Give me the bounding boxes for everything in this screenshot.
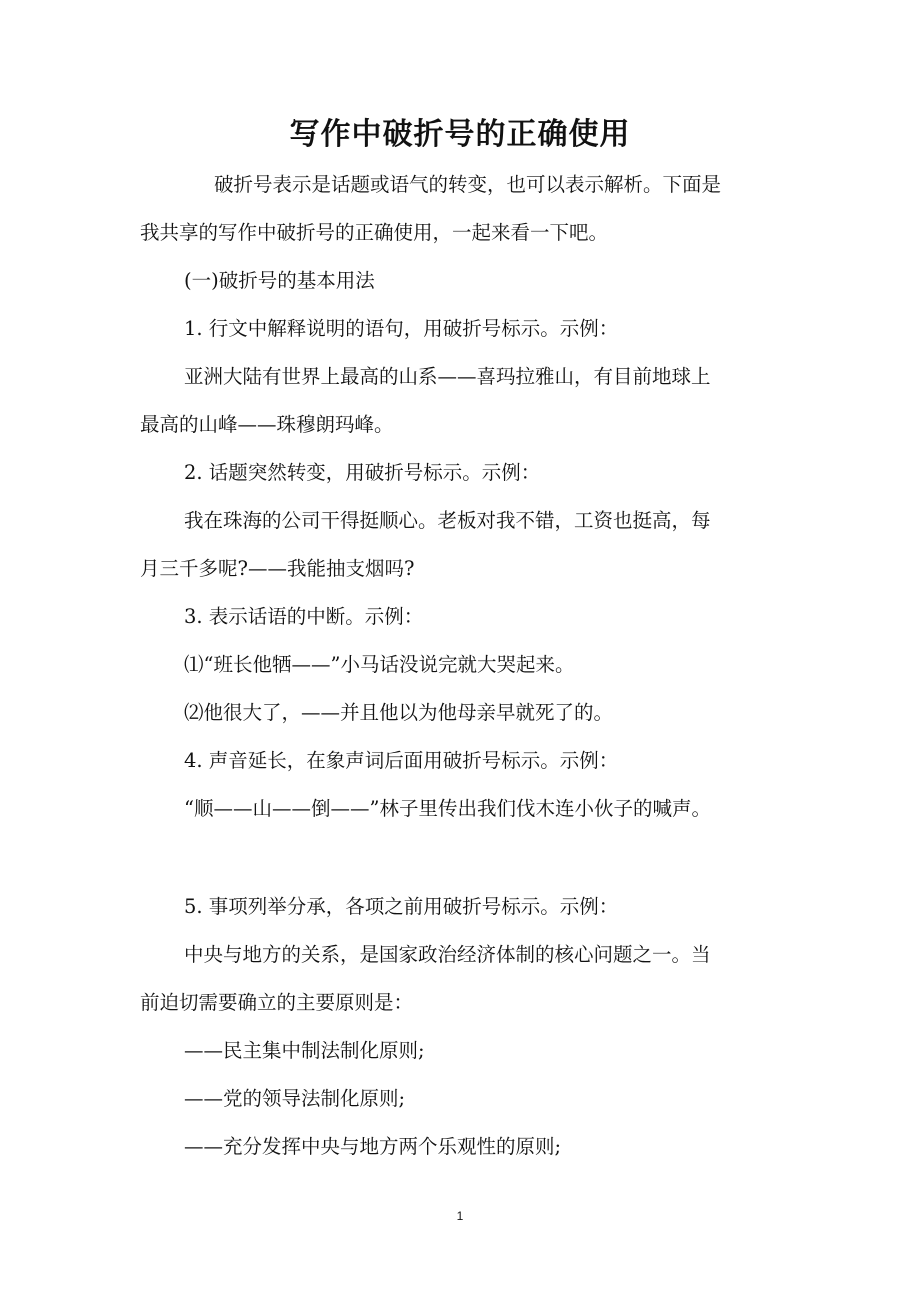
- paragraph-line: 前迫切需要确立的主要原则是：: [140, 991, 414, 1014]
- paragraph-line: 我共享的写作中破折号的正确使用，一起来看一下吧。: [140, 221, 609, 244]
- paragraph-line: ⑵他很大了，——并且他以为他母亲早就死了的。: [184, 701, 614, 724]
- page-number: 1: [456, 1209, 464, 1223]
- paragraph-line: 我在珠海的公司干得挺顺心。老板对我不错，工资也挺高，每: [184, 509, 711, 532]
- paragraph-line: 亚洲大陆有世界上最高的山系——喜玛拉雅山，有目前地球上: [184, 365, 711, 388]
- paragraph-line: 3. 表示话语的中断。示例：: [184, 605, 424, 628]
- section-heading: (一)破折号的基本用法: [184, 269, 375, 292]
- paragraph-line: “顺——山——倒——”林子里传出我们伐木连小伙子的喊声。: [184, 797, 711, 820]
- paragraph-line: 最高的山峰——珠穆朗玛峰。: [140, 413, 394, 436]
- paragraph-line: 5. 事项列举分承，各项之前用破折号标示。示例：: [184, 895, 619, 918]
- list-item: ——党的领导法制化原则;: [184, 1087, 406, 1110]
- list-item: ——民主集中制法制化原则;: [184, 1039, 425, 1062]
- paragraph-line: 中央与地方的关系，是国家政治经济体制的核心问题之一。当: [184, 943, 711, 966]
- paragraph-line: 4. 声音延长，在象声词后面用破折号标示。示例：: [184, 749, 619, 772]
- document-title: 写作中破折号的正确使用: [289, 117, 631, 152]
- paragraph-line: 月三千多呢?——我能抽支烟吗?: [140, 557, 415, 580]
- paragraph-line: 破折号表示是话题或语气的转变，也可以表示解析。下面是: [214, 173, 722, 196]
- paragraph-line: ⑴“班长他牺——”小马话没说完就大哭起来。: [184, 653, 575, 676]
- paragraph-line: 2. 话题突然转变，用破折号标示。示例：: [184, 461, 541, 484]
- paragraph-line: 1. 行文中解释说明的语句，用破折号标示。示例：: [184, 317, 619, 340]
- list-item: ——充分发挥中央与地方两个乐观性的原则;: [184, 1135, 562, 1158]
